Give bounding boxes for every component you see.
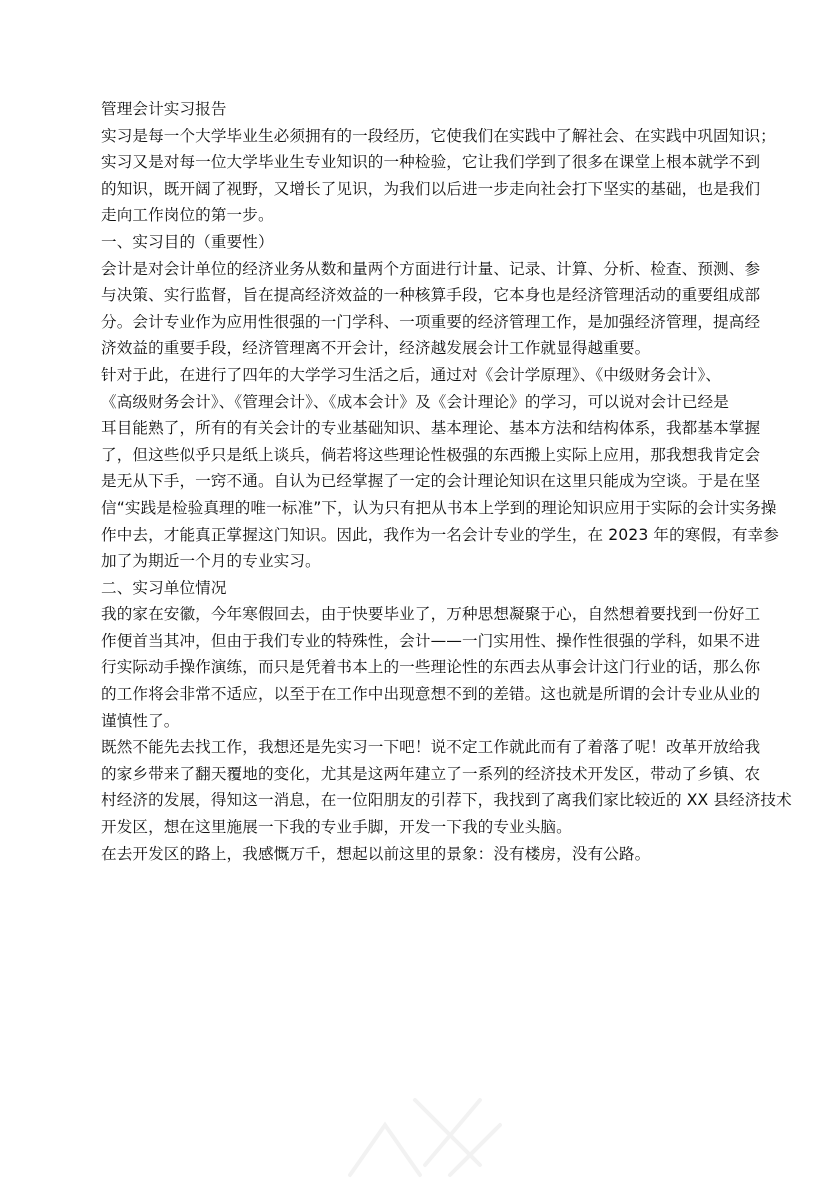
text-line: 作便首当其冲，但由于我们专业的特殊性，会计——一门实用性、操作性很强的学科，如果不进 [101,631,761,650]
text-line: 的家乡带来了翻天覆地的变化，尤其是这两年建立了一系列的经济技术开发区，带动了乡镇、农 [101,764,761,783]
text-line: 了，但这些似乎只是纸上谈兵，倘若将这些理论性极强的东西搬上实际上应用，那我想我肯定会 [101,445,761,464]
text-line: 开发区，想在这里施展一下我的专业手脚，开发一下我的专业头脑。 [101,818,572,837]
text-line: 谨慎性了。 [101,711,180,730]
text-line: 针对于此，在进行了四年的大学学习生活之后，通过对《会计学原理》、《中级财务会计》、 [101,365,722,384]
text-line: 实习是每一个大学毕业生必须拥有的一段经历，它使我们在实践中了解社会、在实践中巩固知识； [101,126,776,145]
text-line: 会计是对会计单位的经济业务从数和量两个方面进行计量、记录、计算、分析、检查、预测、参 [101,259,761,278]
text-line: 济效益的重要手段，经济管理离不开会计，经济越发展会计工作就显得越重要。 [101,339,651,358]
text-line: 与决策、实行监督，旨在提高经济效益的一种核算手段，它本身也是经济管理活动的重要组成部 [101,286,761,305]
text-line: 作中去，才能真正掌握这门知识。因此，我作为一名会计专业的学生，在 2023 年的寒假，有幸参 [101,525,779,544]
document-body [101,96,792,867]
text-line: 耳目能熟了，所有的有关会计的专业基础知识、基本理论、基本方法和结构体系，我都基本掌握 [101,419,761,438]
text-line: 在去开发区的路上，我感慨万千，想起以前这里的景象：没有楼房，没有公路。 [101,844,651,863]
text-line: 加了为期近一个月的专业实习。 [101,552,321,571]
text-line: 行实际动手操作演练，而只是凭着书本上的一些理论性的东西去从事会计这门行业的话，那么你 [101,658,761,677]
section-heading: 一、实习目的（重要性） [101,232,274,251]
document-title: 管理会计实习报告 [101,100,227,118]
text-line: 既然不能先去找工作，我想还是先实习一下吧！说不定工作就此而有了着落了呢！改革开放给我 [101,738,761,757]
text-line: 是无从下手，一窍不通。自认为已经掌握了一定的会计理论知识在这里只能成为空谈。于是在坚 [101,472,761,491]
text-line: 实习又是对每一位大学毕业生专业知识的一种检验，它让我们学到了很多在课堂上根本就学不到 [101,153,761,172]
text-line: 我的家在安徽，今年寒假回去，由于快要毕业了，万种思想凝聚于心，自然想着要找到一份好工 [101,605,761,624]
text-line: 《高级财务会计》、《管理会计》、《成本会计》及《会计理论》的学习，可以说对会计已经是 [101,392,729,411]
text-line: 信“实践是检验真理的唯一标准”下，认为只有把从书本上学到的理论知识应用于实际的会计实务操 [101,498,777,517]
section-heading: 二、实习单位情况 [101,578,227,597]
text-line: 走向工作岗位的第一步。 [101,206,274,225]
text-line: 的知识，既开阔了视野，又增长了见识，为我们以后进一步走向社会打下坚实的基础，也是我们 [101,179,761,198]
text-line: 的工作将会非常不适应，以至于在工作中出现意想不到的差错。这也就是所谓的会计专业从业的 [101,685,761,704]
text-line: 村经济的发展，得知这一消息，在一位阳朋友的引荐下，我找到了离我们家比较近的 XX 县经济技术 [101,791,792,810]
text-line: 分。会计专业作为应用性很强的一门学科、一项重要的经济管理工作，是加强经济管理，提高经 [101,312,761,331]
